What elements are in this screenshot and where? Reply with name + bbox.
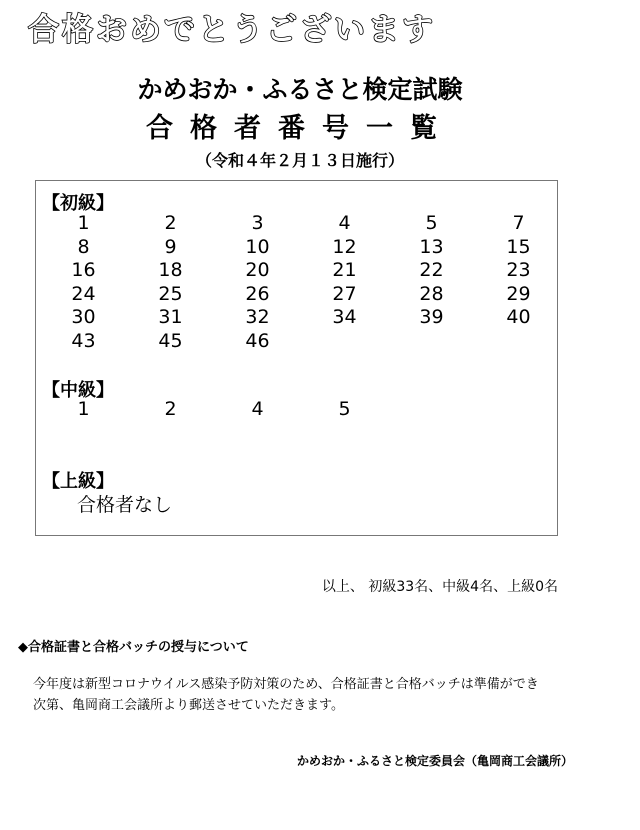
list-title: 合格者番号一覧 [146,113,454,144]
passer-number: 3 [251,212,264,234]
passer-number: 20 [245,259,270,281]
passer-number: 13 [419,235,444,258]
passer-number: 2 [164,212,177,234]
passer-number: 4 [251,398,264,420]
passer-number: 24 [71,282,96,305]
pass-summary: 以上、 初級33名、中級4名、上級0名 [321,579,558,595]
exam-title: かめおか・ふるさと検定試験 [137,75,463,104]
passer-number: 1 [77,212,90,234]
passer-number: 1 [77,398,90,420]
passer-number: 40 [506,306,531,328]
passer-number: 21 [332,259,357,281]
passer-number: 16 [71,259,96,281]
passer-number: 7 [512,212,525,234]
passer-number: 9 [164,235,177,258]
passer-number: 31 [158,306,183,328]
passer-number: 29 [506,282,531,305]
beginner-numbers [40,212,562,353]
passer-number: 32 [245,306,270,328]
passer-number: 30 [71,306,96,328]
passer-number: 27 [332,282,357,305]
grade-label-intermediate: 【中級】 [42,380,114,401]
passer-number: 25 [158,282,183,305]
passer-number: 18 [158,259,183,281]
passer-number: 4 [338,212,351,234]
passer-number: 12 [332,235,357,258]
passer-number: 15 [506,235,531,258]
passer-number: 34 [332,306,357,328]
passer-number: 5 [425,212,438,234]
exam-date: （令和４年２月１３日施行） [195,151,404,170]
passer-number: 2 [164,398,177,420]
passer-number: 43 [71,329,96,352]
advanced-no-passers: 合格者なし [77,494,173,516]
notice-heading: ◆合格証書と合格バッチの授与について [18,640,249,655]
committee-credit: かめおか・ふるさと検定委員会（亀岡商工会議所） [296,754,573,768]
notice-body [33,674,593,716]
passer-number: 10 [245,235,270,258]
passer-number: 8 [77,235,90,258]
passer-number: 26 [245,282,270,305]
passer-number: 45 [158,329,183,352]
passer-number: 46 [245,329,270,352]
notice-line: 次第、亀岡商工会議所より郵送させていただきます。 [33,698,344,713]
passer-number: 39 [419,306,444,328]
grade-label-advanced: 【上級】 [42,471,114,492]
passer-number: 5 [338,398,351,420]
congratulations-banner: 合格おめでとうございます [28,12,436,48]
passer-number: 23 [506,259,531,281]
notice-line: 今年度は新型コロナウイルス感染予防対策のため、合格証書と合格バッチは準備ができ [33,677,539,692]
intermediate-numbers [40,398,562,422]
passer-number: 22 [419,259,444,281]
passer-number: 28 [419,282,444,305]
grade-label-beginner: 【初級】 [42,193,114,214]
